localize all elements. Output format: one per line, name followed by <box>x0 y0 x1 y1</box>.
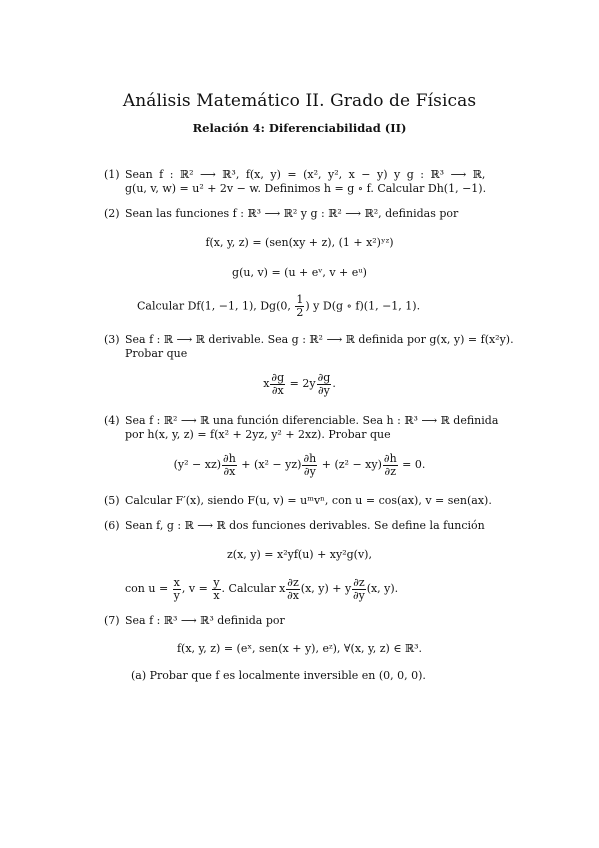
problem-2-equation-f: f(x, y, z) = (sen(xy + z), (1 + x²)ʸᶻ) <box>205 236 394 249</box>
problem-2-number: (2) <box>104 207 120 220</box>
fraction <box>270 372 285 397</box>
problem-1-line-1: Sean f : ℝ² ⟶ ℝ³, f(x, y) = (x², y², x − y) y g : ℝ³ ⟶ ℝ, <box>125 168 486 181</box>
eq-text: (y² − xz) <box>173 458 222 471</box>
eq-text: . <box>332 377 336 390</box>
problem-7-item-a: (a) Probar que f es localmente inversible en (0, 0, 0). <box>131 669 426 682</box>
problem-3-line-1: Sea f : ℝ ⟶ ℝ derivable. Sea g : ℝ² ⟶ ℝ definida por g(x, y) = f(x²y). <box>125 333 514 346</box>
fraction <box>222 453 237 478</box>
page-title: Análisis Matemático II. Grado de Físicas <box>122 91 477 111</box>
fraction-denominator: ∂x <box>287 588 299 602</box>
problem-3-equation <box>0 370 599 398</box>
fraction-denominator: y <box>173 588 180 602</box>
fraction-denominator: ∂y <box>352 588 365 602</box>
fraction-denominator: 2 <box>296 306 304 319</box>
problem-2-calc-prefix: Calcular Df(1, −1, 1), Dg(0, <box>137 299 295 313</box>
problem-6-con-line <box>125 575 398 603</box>
fraction-numerator: 1 <box>296 293 304 306</box>
problem-4-line-1: Sea f : ℝ² ⟶ ℝ una función diferenciable. Sea h : ℝ³ ⟶ ℝ definida <box>125 414 499 427</box>
fraction-denominator: ∂x <box>223 464 236 478</box>
eq-text: (x, y). <box>366 582 399 595</box>
fraction-numerator: ∂h <box>223 451 236 465</box>
eq-text: . Calcular x <box>221 582 286 595</box>
fraction-numerator: ∂z <box>287 575 299 589</box>
problem-7-line-1: Sea f : ℝ³ ⟶ ℝ³ definida por <box>125 614 285 627</box>
problem-1-line-2: g(u, v, w) = u² + 2v − w. Definimos h = g ∘ f. Calcular Dh(1, −1). <box>125 182 487 195</box>
fraction-numerator: ∂z <box>353 575 365 589</box>
eq-text: + (x² − yz) <box>237 458 302 471</box>
problem-4-equation <box>0 451 599 479</box>
problem-1-number: (1) <box>104 168 120 181</box>
problem-6-equation: z(x, y) = x²yf(u) + xy²g(v), <box>227 548 372 561</box>
fraction <box>173 577 181 602</box>
problem-4-number: (4) <box>104 414 120 427</box>
page-subtitle: Relación 4: Diferenciabilidad (II) <box>192 121 407 135</box>
problem-2-calc-line <box>137 294 420 319</box>
eq-text: = 0. <box>398 458 426 471</box>
problem-7-equation: f(x, y, z) = (eˣ, sen(x + y), eᶻ), ∀(x, y, z) ∈ ℝ³. <box>176 642 423 655</box>
problem-6-line-1: Sean f, g : ℝ ⟶ ℝ dos funciones derivables. Se define la función <box>125 519 485 532</box>
fraction-numerator: ∂h <box>383 451 397 465</box>
eq-text: con u = <box>125 582 172 595</box>
fraction-numerator: x <box>173 575 180 589</box>
problem-2-calc-suffix: ) y D(g ∘ f)(1, −1, 1). <box>305 299 421 313</box>
fraction <box>295 294 304 319</box>
fraction <box>212 577 220 602</box>
fraction <box>383 453 398 478</box>
eq-text: = 2y <box>286 377 316 390</box>
problem-2-equation-g: g(u, v) = (u + eᵛ, v + eᵘ) <box>232 266 367 279</box>
fraction-numerator: ∂g <box>317 370 331 384</box>
fraction-numerator: y <box>213 575 220 589</box>
problem-3-line-2: Probar que <box>125 347 188 360</box>
fraction-numerator: ∂h <box>303 451 317 465</box>
fraction-denominator: ∂y <box>317 383 330 397</box>
eq-text: (x, y) + y <box>300 582 352 595</box>
problem-3-number: (3) <box>104 333 120 346</box>
eq-text: + (z² − xy) <box>318 458 382 471</box>
fraction-denominator: x <box>213 588 220 602</box>
problem-5-line-1: Calcular F′(x), siendo F(u, v) = uᵐvⁿ, con u = cos(ax), v = sen(ax). <box>125 494 492 507</box>
problem-7-number: (7) <box>104 614 120 627</box>
fraction <box>286 577 299 602</box>
fraction <box>302 453 317 478</box>
fraction <box>317 372 332 397</box>
eq-text: x <box>263 377 270 390</box>
fraction-denominator: ∂z <box>384 464 396 478</box>
fraction-denominator: ∂x <box>271 383 284 397</box>
fraction <box>352 577 365 602</box>
problem-2-line-1: Sean las funciones f : ℝ³ ⟶ ℝ² y g : ℝ² ⟶ ℝ², definidas por <box>125 207 459 220</box>
fraction-denominator: ∂y <box>303 464 316 478</box>
problem-5-number: (5) <box>104 494 120 507</box>
problem-4-line-2: por h(x, y, z) = f(x² + 2yz, y² + 2xz). Probar que <box>125 428 391 441</box>
problem-6-number: (6) <box>104 519 120 532</box>
eq-text: , v = <box>181 582 212 595</box>
fraction-numerator: ∂g <box>271 370 285 384</box>
